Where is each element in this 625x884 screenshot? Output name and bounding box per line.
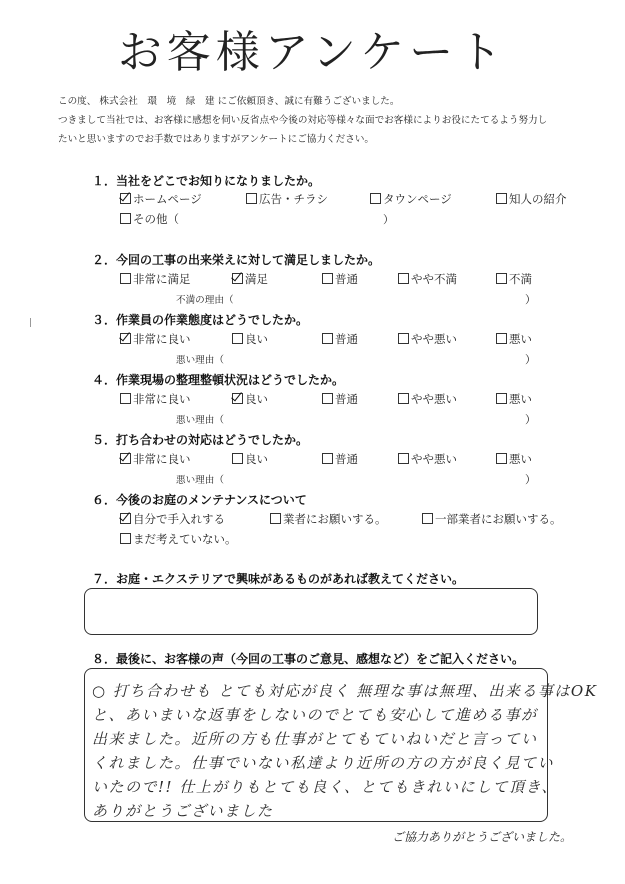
q5-reason-close: ） xyxy=(525,473,536,486)
checkbox[interactable] xyxy=(322,393,333,404)
q5-option-1[interactable]: 非常に良い xyxy=(120,451,191,467)
q2-option-2[interactable]: 満足 xyxy=(232,271,268,287)
q4-option-4[interactable]: やや悪い xyxy=(398,391,457,407)
question-6-label: ６．今後のお庭のメンテナンスについて xyxy=(92,493,307,507)
interest-field[interactable] xyxy=(84,588,538,635)
checkbox[interactable] xyxy=(496,453,507,464)
q3-option-1[interactable]: 非常に良い xyxy=(120,331,191,347)
q2-reason-close: ） xyxy=(525,293,536,306)
checkbox[interactable] xyxy=(232,393,243,404)
comment-line-2: と、あいまいな返事をしないのでとても安心して進める事が xyxy=(92,706,538,724)
question-4-label: ４．作業現場の整理整頓状況はどうでしたか。 xyxy=(92,373,345,387)
comment-line-4: くれました。仕事でいない私達より近所の方の方が良く見てい xyxy=(92,754,555,772)
question-8-label: ８．最後に、お客様の声（今回の工事のご意見、感想など）をご記入ください。 xyxy=(92,652,525,666)
intro-line-1: この度、 株式会社 環 境 緑 建 にご依頼頂き、誠に有難うございました。 xyxy=(58,96,400,107)
checkbox[interactable] xyxy=(370,193,381,204)
q3-option-2[interactable]: 良い xyxy=(232,331,268,347)
question-5-label: ５．打ち合わせの対応はどうでしたか。 xyxy=(92,433,309,447)
checkbox[interactable] xyxy=(398,453,409,464)
comment-line-5: いたので!! 仕上がりもとても良く、とてもきれいにして頂き、 xyxy=(92,778,558,796)
checkbox[interactable] xyxy=(322,453,333,464)
q3-reason-close: ） xyxy=(525,353,536,366)
checkbox[interactable] xyxy=(422,513,433,524)
checkbox[interactable] xyxy=(120,333,131,344)
checkbox[interactable] xyxy=(232,273,243,284)
checkbox[interactable] xyxy=(232,333,243,344)
q4-option-3[interactable]: 普通 xyxy=(322,391,358,407)
stray-mark xyxy=(30,318,37,327)
checkbox[interactable] xyxy=(496,193,507,204)
q6-option-2[interactable]: 業者にお願いする。 xyxy=(270,511,387,527)
q1-option-townpage[interactable]: タウンページ xyxy=(370,191,452,207)
q1-option-homepage[interactable]: ホームページ xyxy=(120,191,202,207)
q1-option-referral[interactable]: 知人の紹介 xyxy=(496,191,567,207)
q2-option-3[interactable]: 普通 xyxy=(322,271,358,287)
checkbox[interactable] xyxy=(398,273,409,284)
comment-line-1: ○ 打ち合わせも とても対応が良く 無理な事は無理、出来る事はOK xyxy=(92,682,598,700)
checkbox[interactable] xyxy=(120,513,131,524)
checkbox[interactable] xyxy=(270,513,281,524)
q6-option-1[interactable]: 自分で手入れする xyxy=(120,511,225,527)
q4-option-2[interactable]: 良い xyxy=(232,391,268,407)
q3-option-3[interactable]: 普通 xyxy=(322,331,358,347)
comment-line-6: ありがとうございました xyxy=(92,802,274,820)
checkbox[interactable] xyxy=(398,333,409,344)
checkbox[interactable] xyxy=(496,333,507,344)
intro-line-2: つきまして当社では、お客様に感想を伺い反省点や今後の対応等様々な面でお客様によりお役にたてるよう努力し xyxy=(58,115,548,126)
q4-option-1[interactable]: 非常に良い xyxy=(120,391,191,407)
q3-reason-label: 悪い理由（ xyxy=(176,355,224,366)
checkbox[interactable] xyxy=(120,193,131,204)
q5-option-5[interactable]: 悪い xyxy=(496,451,532,467)
comment-line-3: 出来ました。近所の方も仕事がとてもていねいだと言ってい xyxy=(92,730,538,748)
question-2-label: ２．今回の工事の出来栄えに対して満足しましたか。 xyxy=(92,253,381,267)
q5-option-4[interactable]: やや悪い xyxy=(398,451,457,467)
q4-reason-close: ） xyxy=(525,413,536,426)
q5-option-2[interactable]: 良い xyxy=(232,451,268,467)
q2-reason-label: 不満の理由（ xyxy=(176,295,234,306)
q5-reason-label: 悪い理由（ xyxy=(176,475,224,486)
q2-option-5[interactable]: 不満 xyxy=(496,271,532,287)
checkbox[interactable] xyxy=(398,393,409,404)
checkbox[interactable] xyxy=(496,273,507,284)
q3-option-5[interactable]: 悪い xyxy=(496,331,532,347)
checkbox[interactable] xyxy=(120,213,131,224)
q1-other-close: ） xyxy=(383,213,394,226)
question-7-label: ７．お庭・エクステリアで興味があるものがあれば教えてください。 xyxy=(92,572,465,586)
checkbox[interactable] xyxy=(120,453,131,464)
q2-option-4[interactable]: やや不満 xyxy=(398,271,457,287)
q2-option-1[interactable]: 非常に満足 xyxy=(120,271,191,287)
q4-option-5[interactable]: 悪い xyxy=(496,391,532,407)
checkbox[interactable] xyxy=(246,193,257,204)
intro-line-3: たいと思いますのでお手数ではありますがアンケートにご協力ください。 xyxy=(58,134,375,145)
checkbox[interactable] xyxy=(232,453,243,464)
q4-reason-label: 悪い理由（ xyxy=(176,415,224,426)
checkbox[interactable] xyxy=(120,273,131,284)
q6-option-3[interactable]: 一部業者にお願いする。 xyxy=(422,511,562,527)
q1-option-other[interactable]: その他（ xyxy=(120,211,179,227)
checkbox[interactable] xyxy=(120,533,131,544)
question-3-label: ３．作業員の作業態度はどうでしたか。 xyxy=(92,313,309,327)
checkbox[interactable] xyxy=(322,333,333,344)
checkbox[interactable] xyxy=(120,393,131,404)
question-1-label: １．当社をどこでお知りになりましたか。 xyxy=(92,174,321,188)
q1-option-ad[interactable]: 広告・チラシ xyxy=(246,191,328,207)
checkbox[interactable] xyxy=(496,393,507,404)
page-title: お客様アンケート xyxy=(117,27,508,78)
thanks-text: ご協力ありがとうございました。 xyxy=(392,830,573,844)
q3-option-4[interactable]: やや悪い xyxy=(398,331,457,347)
q6-option-4[interactable]: まだ考えていない。 xyxy=(120,531,237,547)
checkbox[interactable] xyxy=(322,273,333,284)
q5-option-3[interactable]: 普通 xyxy=(322,451,358,467)
